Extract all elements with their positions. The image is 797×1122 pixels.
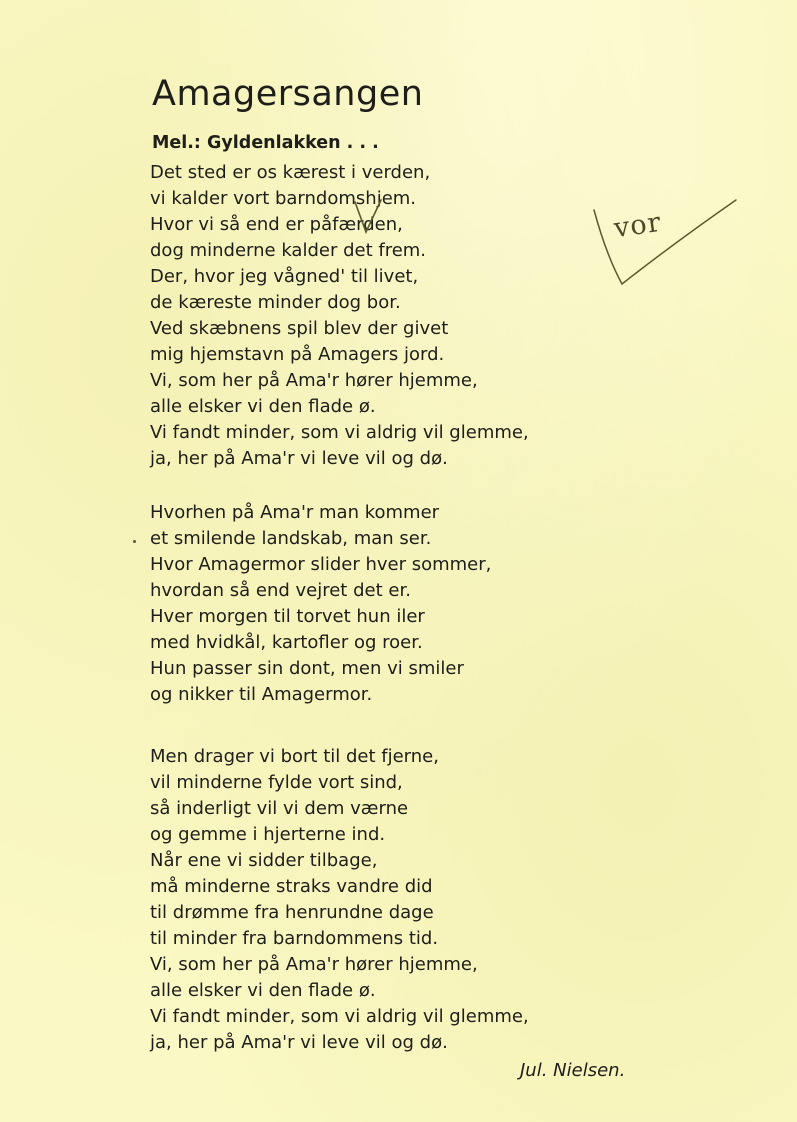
paper-speck bbox=[133, 540, 136, 543]
verse-line: Men drager vi bort til det fjerne, bbox=[150, 746, 439, 767]
verse-line: hvordan så end vejret det er. bbox=[150, 580, 411, 601]
verse-line: et smilende landskab, man ser. bbox=[150, 528, 432, 549]
verse-line: Der, hvor jeg vågned' til livet, bbox=[150, 266, 419, 287]
verse-line: så inderligt vil vi dem værne bbox=[150, 798, 409, 819]
page-title: Amagersangen bbox=[152, 74, 424, 114]
verse-line: Hver morgen til torvet hun iler bbox=[150, 606, 425, 627]
verse-line: Hvorhen på Ama'r man kommer bbox=[150, 502, 440, 523]
verse-line: mig hjemstavn på Amagers jord. bbox=[150, 344, 445, 365]
verse-line: Når ene vi sidder tilbage, bbox=[150, 850, 378, 871]
verse-2 bbox=[150, 500, 491, 708]
verse-line: må minderne straks vandre did bbox=[150, 876, 433, 897]
verse-line: med hvidkål, kartofler og roer. bbox=[150, 632, 423, 653]
verse-line: Hvor vi så end er påfærden, bbox=[150, 214, 403, 235]
correction-caret-mark bbox=[352, 198, 384, 236]
annotation-check-mark bbox=[590, 192, 740, 292]
verse-line: alle elsker vi den flade ø. bbox=[150, 980, 376, 1001]
verse-line: og gemme i hjerterne ind. bbox=[150, 824, 386, 845]
verse-line: vil minderne fylde vort sind, bbox=[150, 772, 403, 793]
verse-line: ja, her på Ama'r vi leve vil og dø. bbox=[150, 448, 448, 469]
verse-line: Vi, som her på Ama'r hører hjemme, bbox=[150, 370, 478, 391]
verse-line: Hun passer sin dont, men vi smiler bbox=[150, 658, 464, 679]
verse-line: dog minderne kalder det frem. bbox=[150, 240, 427, 261]
verse-line: alle elsker vi den flade ø. bbox=[150, 396, 376, 417]
verse-line: Det sted er os kærest i verden, bbox=[150, 162, 431, 183]
verse-line: og nikker til Amagermor. bbox=[150, 684, 373, 705]
verse-line: ja, her på Ama'r vi leve vil og dø. bbox=[150, 1032, 448, 1053]
verse-line: til drømme fra henrundne dage bbox=[150, 902, 434, 923]
verse-3 bbox=[150, 744, 529, 1056]
handwritten-annotation: vor bbox=[612, 206, 664, 245]
verse-line: til minder fra barndommens tid. bbox=[150, 928, 439, 949]
verse-line: de kæreste minder dog bor. bbox=[150, 292, 401, 313]
verse-line: Vi fandt minder, som vi aldrig vil glemme, bbox=[150, 422, 529, 443]
melody-line: Mel.: Gyldenlakken . . . bbox=[152, 133, 379, 153]
verse-line: Ved skæbnens spil blev der givet bbox=[150, 318, 449, 339]
author-signature: Jul. Nielsen. bbox=[520, 1060, 626, 1081]
verse-1 bbox=[150, 160, 529, 472]
verse-line: vi kalder vort barndomshjem. bbox=[150, 188, 417, 209]
verse-line: Vi fandt minder, som vi aldrig vil glemme, bbox=[150, 1006, 529, 1027]
verse-line: Hvor Amagermor slider hver sommer, bbox=[150, 554, 492, 575]
verse-line: Vi, som her på Ama'r hører hjemme, bbox=[150, 954, 478, 975]
